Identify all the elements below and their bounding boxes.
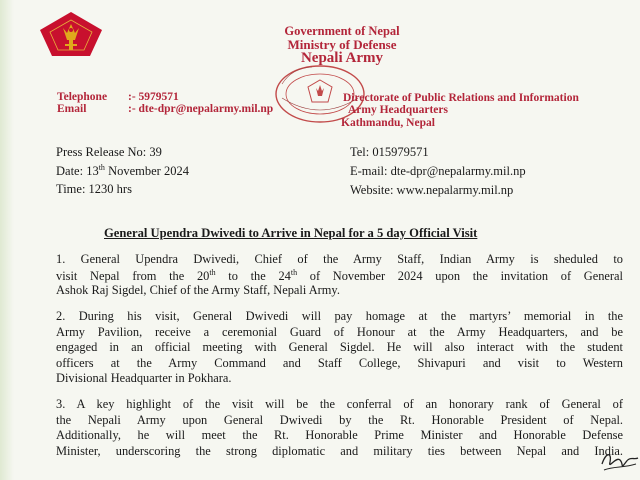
paragraph-3-line: Minister, underscoring the strong diplomatic and military ties between Nepal and India. bbox=[56, 444, 623, 458]
directorate-name: Directorate of Public Relations and Information bbox=[343, 92, 579, 104]
army-title: Nepali Army bbox=[300, 50, 384, 66]
paragraph-1-line: 1. General Upendra Dwivedi, Chief of the Army Staff, Indian Army is sheduled to bbox=[56, 252, 623, 266]
ministry-title: Ministry of Defense bbox=[287, 37, 397, 52]
email-value: :- dte-dpr@nepalarmy.mil.np bbox=[128, 103, 274, 115]
paragraph-2-line: 2. During his visit, General Dwivedi will pay homage at the martyrs’ memorial in the bbox=[56, 309, 623, 323]
government-title: Government of Nepal bbox=[284, 24, 400, 38]
headquarters-city: Kathmandu, Nepal bbox=[341, 117, 435, 129]
paragraph-2-line: Army Pavilion, receive a ceremonial Guard of Honour at the Army Headquarters, and be bbox=[56, 325, 623, 339]
paragraph-3-line: the Nepali Army upon General Dwivedi by the Rt. Honorable President of Nepal. bbox=[56, 413, 623, 427]
telephone-label: Telephone bbox=[57, 91, 108, 103]
press-release-number: Press Release No: 39 bbox=[56, 145, 162, 159]
scan-edge-shade bbox=[0, 0, 14, 480]
paragraph-3-line: 3. A key highlight of the visit will be the conferral of an honorary rank of General of bbox=[56, 397, 623, 411]
paragraph-2-line: officers at the Army Command and Staff College, Shivapuri and visit to Western bbox=[56, 356, 623, 370]
paragraph-1-line: visit Nepal from the 20th to the 24th of November 2024 upon the invitation of General bbox=[56, 268, 623, 284]
email-label: Email bbox=[57, 103, 87, 115]
contact-email: E-mail: dte-dpr@nepalarmy.mil.np bbox=[350, 164, 526, 178]
paragraph-2-line: engaged in an official meeting with General Sigdel. He will also interact with the student bbox=[56, 340, 623, 354]
contact-tel: Tel: 015979571 bbox=[350, 145, 429, 159]
press-release-subject: General Upendra Dwivedi to Arrive in Nepal for a 5 day Official Visit bbox=[104, 226, 478, 240]
release-time: Time: 1230 hrs bbox=[56, 182, 132, 196]
contact-website: Website: www.nepalarmy.mil.np bbox=[350, 183, 514, 197]
signature-mark bbox=[598, 448, 640, 480]
army-headquarters: Army Headquarters bbox=[348, 104, 448, 116]
paragraph-2-line: Divisional Headquarter in Pokhara. bbox=[56, 371, 232, 385]
paragraph-1-line: Ashok Raj Sigdel, Chief of the Army Staff, Nepali Army. bbox=[56, 283, 340, 297]
paragraph-3-line: Additionally, he will meet the Rt. Honorable Prime Minister and Honorable Defense bbox=[56, 428, 623, 442]
release-date: Date: 13th November 2024 bbox=[56, 163, 189, 179]
telephone-value: :- 5979571 bbox=[128, 91, 179, 103]
